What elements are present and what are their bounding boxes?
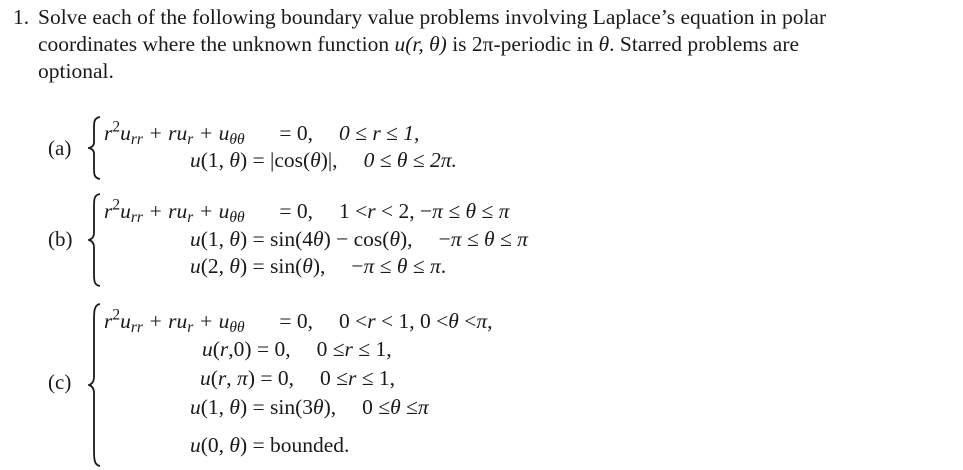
left-brace-icon xyxy=(88,303,102,467)
part-label: (b) xyxy=(48,227,73,251)
boundary-row: u (1, θ ) = sin(4 θ ) − cos( θ ), − π ≤ θ ≤ π xyxy=(190,227,528,251)
problem-intro xyxy=(38,4,913,85)
theta-var: θ xyxy=(598,32,610,56)
function-notation: u(r, θ) xyxy=(394,32,447,56)
boundary-row: u (0, θ ) = bounded. xyxy=(190,433,350,457)
intro-line-1: Solve each of the following boundary value problems involving Laplace’s equation in polar xyxy=(38,5,827,29)
boundary-row: u (1, θ ) = sin(3 θ ), 0 ≤ θ ≤ π xyxy=(190,395,429,419)
left-brace-icon xyxy=(88,193,102,287)
boundary-row: u (2, θ ) = sin( θ ), − π ≤ θ ≤ π . xyxy=(190,254,447,278)
part-label: (c) xyxy=(48,370,72,394)
boundary-row: u ( r , π ) = 0, 0 ≤ r ≤ 1, xyxy=(200,366,395,390)
problem-statement xyxy=(13,4,913,85)
left-brace-icon xyxy=(88,116,102,180)
equation-row: $r^2u_{rr} + ru_r + u_{\theta\theta}$ = 0, 0 < r < 1, 0 < θ < π , xyxy=(104,306,493,336)
problem-number: 1. xyxy=(13,5,30,29)
equation-row: $r^2u_{rr} + ru_r + u_{\theta\theta}$ = 0, 1 < r < 2, − π ≤ θ ≤ π xyxy=(104,196,510,226)
boundary-row: u (1, θ ) = |cos( θ )|, 0 ≤ θ ≤ 2π. xyxy=(190,148,457,172)
part-label: (a) xyxy=(48,136,72,160)
intro-line-3: optional. xyxy=(38,59,114,83)
boundary-row: u ( r ,0) = 0, 0 ≤ r ≤ 1, xyxy=(202,337,392,361)
equation-row: $r^2u_{rr} + ru_r + u_{\theta\theta}$ = 0, 0 ≤ r ≤ 1, xyxy=(104,118,420,148)
intro-line-2: coordinates where the unknown function u(r, θ) is 2π-periodic in θ. Starred problems are xyxy=(38,32,800,56)
